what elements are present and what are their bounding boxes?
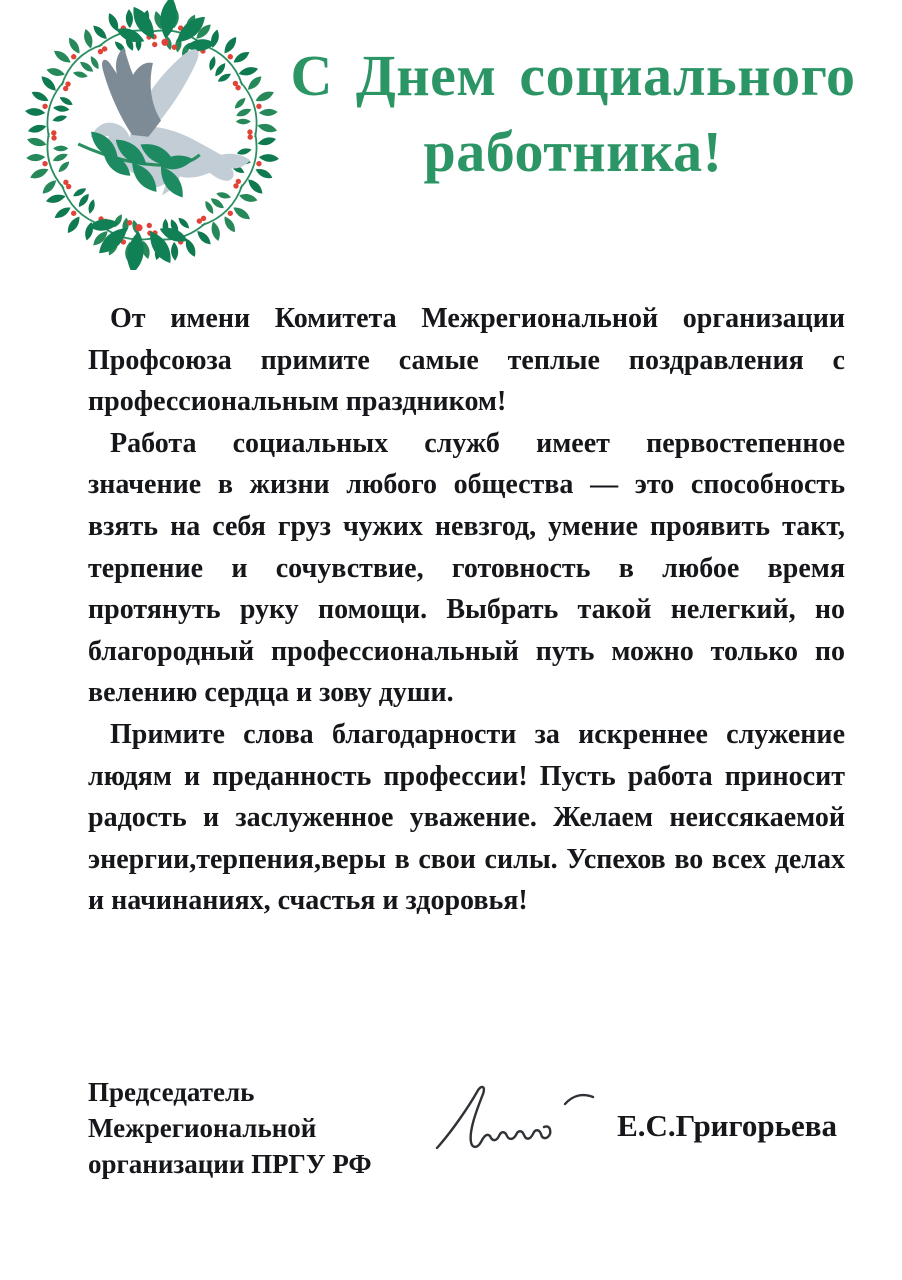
signatory-position-line3: организации ПРГУ РФ bbox=[88, 1149, 372, 1179]
signature-block bbox=[88, 1074, 845, 1204]
signatory-name: Е.С.Григорьева bbox=[617, 1108, 837, 1143]
greeting-title-line2: работника! bbox=[423, 119, 723, 184]
greeting-paragraph-1: От имени Комитета Межрегиональной организации Профсоюза примите самые теплые поздравления с профессиональным праздником! bbox=[88, 303, 845, 418]
signatory-position bbox=[88, 1074, 372, 1182]
signatory-position-line1: Председатель bbox=[88, 1077, 255, 1107]
greeting-body bbox=[88, 298, 845, 922]
greeting-paragraph-2: Работа социальных служб имеет первостепенное значение в жизни любого общества — это способность взять на себя груз чужих невзгод, умение проявить такт, терпение и сочувствие, готовность в любое время протянуть руку помощи. Выбрать такой нелегкий, но благородный профессиональный путь можно только по велению сердца и зову души. bbox=[88, 427, 845, 709]
dove-wreath-illustration bbox=[12, 0, 292, 270]
signatory-position-line2: Межрегиональной bbox=[88, 1113, 317, 1143]
greeting-paragraph-3: Примите слова благодарности за искреннее служение людям и преданность профессии! Пусть работа приносит радость и заслуженное уважение. Желаем неиссякаемой энергии,терпения,веры в свои силы. Успехов во всех делах и начинаниях, счастья и здоровья! bbox=[88, 718, 845, 917]
signature-icon bbox=[423, 1082, 613, 1166]
page-title bbox=[262, 38, 884, 190]
greeting-title-line1: С Днем социального bbox=[290, 43, 856, 108]
